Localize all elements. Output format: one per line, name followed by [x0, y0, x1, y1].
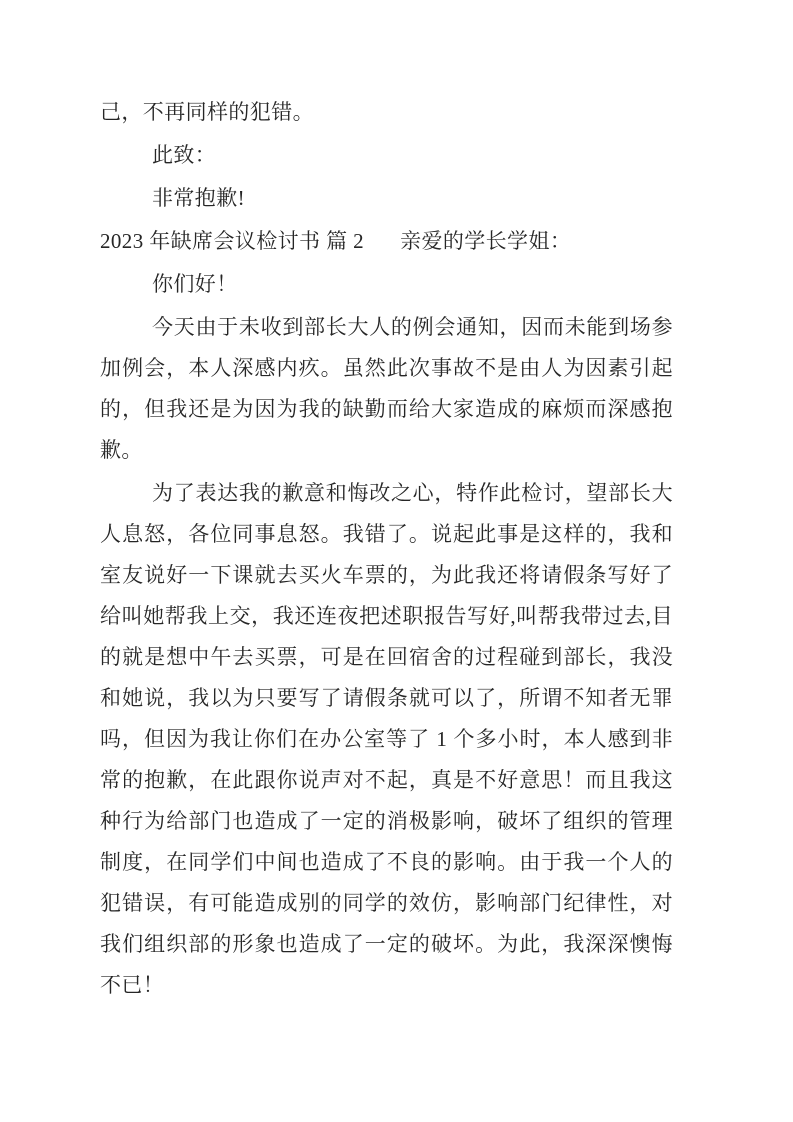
closing-line: 己，不再同样的犯错。: [100, 100, 314, 124]
apology-line: 非常抱歉!: [152, 186, 245, 210]
salute-line: 此致：: [152, 143, 217, 167]
document-text-block: [100, 92, 673, 1008]
section-heading-salutation: 亲爱的学长学姐：: [400, 229, 572, 253]
section-heading: [100, 221, 673, 262]
paragraph-self-criticism: 为了表达我的歉意和悔改之心，特作此检讨，望部长大人息怒，各位同事息怒。我错了。说起此事是这样的，我和室友说好一下课就去买火车票的，为此我还将请假条写好了给叫她帮我上交，我还连夜把述职报告写好,叫帮我带过去,目的就是想中午去买票，可是在回宿舍的过程碰到部长，我没和她说，我以为只要写了请假条就可以了，所谓不知者无罪吗，但因为我让你们在办公室等了 1 个多小时，本人感到非常的抱歉，在此跟你说声对不起，真是不好意思！而且我这种行为给部门也造成了一定的消极影响，破坏了组织的管理制度，在同学们中间也造成了不良的影响。由于我一个人的犯错误，有可能造成别的同学的效仿，影响部门纪律性，对我们组织部的形象也造成了一定的破坏。为此，我深深懊悔不已！: [100, 481, 673, 997]
paragraph-absence-reason: 今天由于未收到部长大人的例会通知，因而未能到场参加例会，本人深感内疚。虽然此次事故不是由人为因素引起的，但我还是为因为我的缺勤而给大家造成的麻烦而深感抱歉。: [100, 315, 673, 462]
section-heading-title: 2023 年缺席会议检讨书 篇 2: [100, 229, 365, 253]
greeting-line: 你们好！: [152, 272, 238, 296]
